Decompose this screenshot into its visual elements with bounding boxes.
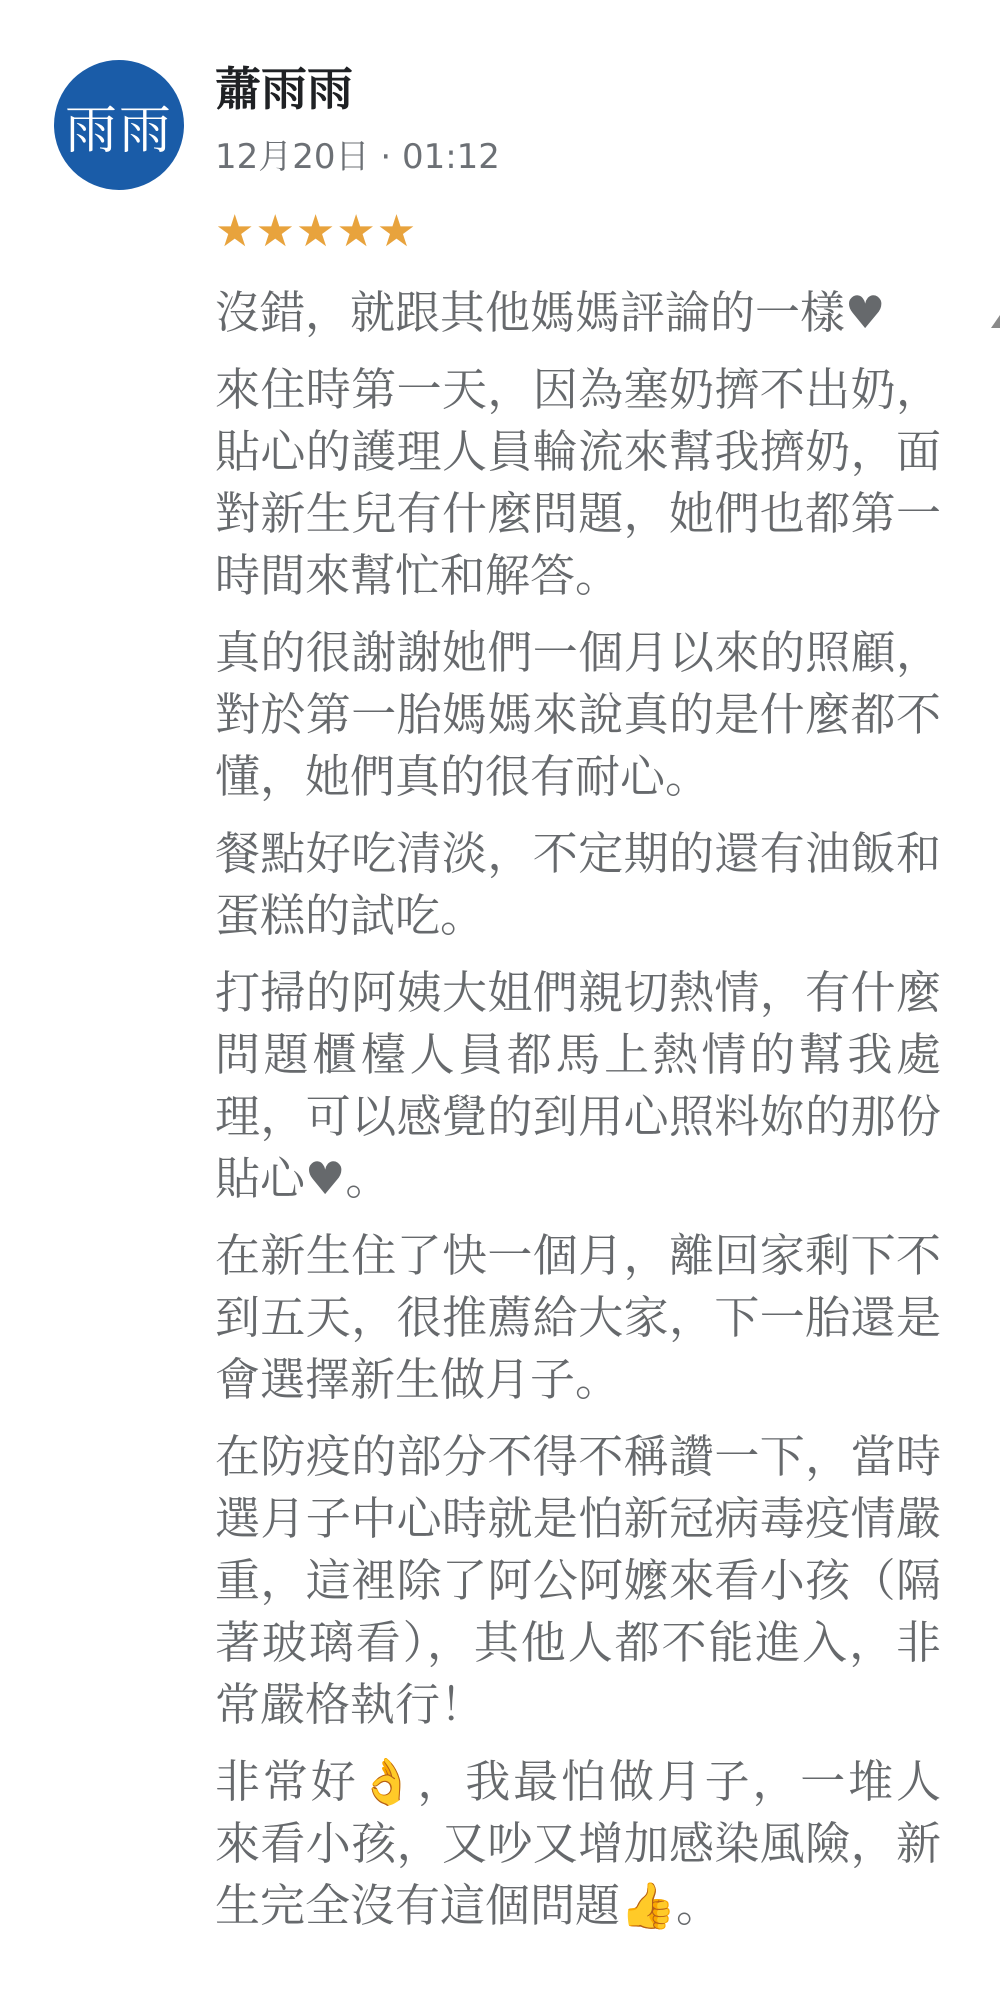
review-paragraph: 餐點好吃清淡，不定期的還有油飯和蛋糕的試吃。	[215, 826, 941, 942]
avatar-initials: 雨雨	[64, 100, 173, 161]
review-content-column	[215, 0, 955, 1937]
star-rating: ★★★★★	[215, 205, 418, 257]
screen-edge-artifact	[991, 315, 1000, 328]
review-text	[215, 282, 941, 1937]
review-paragraph: 來住時第一天，因為塞奶擠不出奶，貼心的護理人員輪流來幫我擠奶，面對新生兒有什麼問題，她們也都第一時間來幫忙和解答。	[215, 362, 941, 602]
review-paragraph: 打掃的阿姨大姐們親切熱情，有什麼問題櫃檯人員都馬上熱情的幫我處理，可以感覺的到用心照料妳的那份貼心♥。	[215, 965, 941, 1205]
author-name[interactable]: 蕭雨雨	[215, 62, 353, 116]
review-paragraph: 在防疫的部分不得不稱讚一下，當時選月子中心時就是怕新冠病毒疫情嚴重，這裡除了阿公阿嬤來看小孩（隔著玻璃看），其他人都不能進入，非常嚴格執行！	[215, 1429, 941, 1731]
review-date: 12月20日 · 01:12	[215, 137, 500, 178]
review-paragraph: 真的很謝謝她們一個月以來的照顧，對於第一胎媽媽來說真的是什麼都不懂，她們真的很有耐心。	[215, 625, 941, 803]
review-paragraph: 沒錯，就跟其他媽媽評論的一樣♥	[215, 285, 886, 339]
review-paragraph: 在新生住了快一個月，離回家剩下不到五天，很推薦給大家，下一胎還是會選擇新生做月子。	[215, 1228, 941, 1406]
review-paragraph: 非常好👌，我最怕做月子，一堆人來看小孩，又吵又增加感染風險，新生完全沒有這個問題👍。	[215, 1754, 941, 1932]
avatar[interactable]	[54, 60, 184, 190]
